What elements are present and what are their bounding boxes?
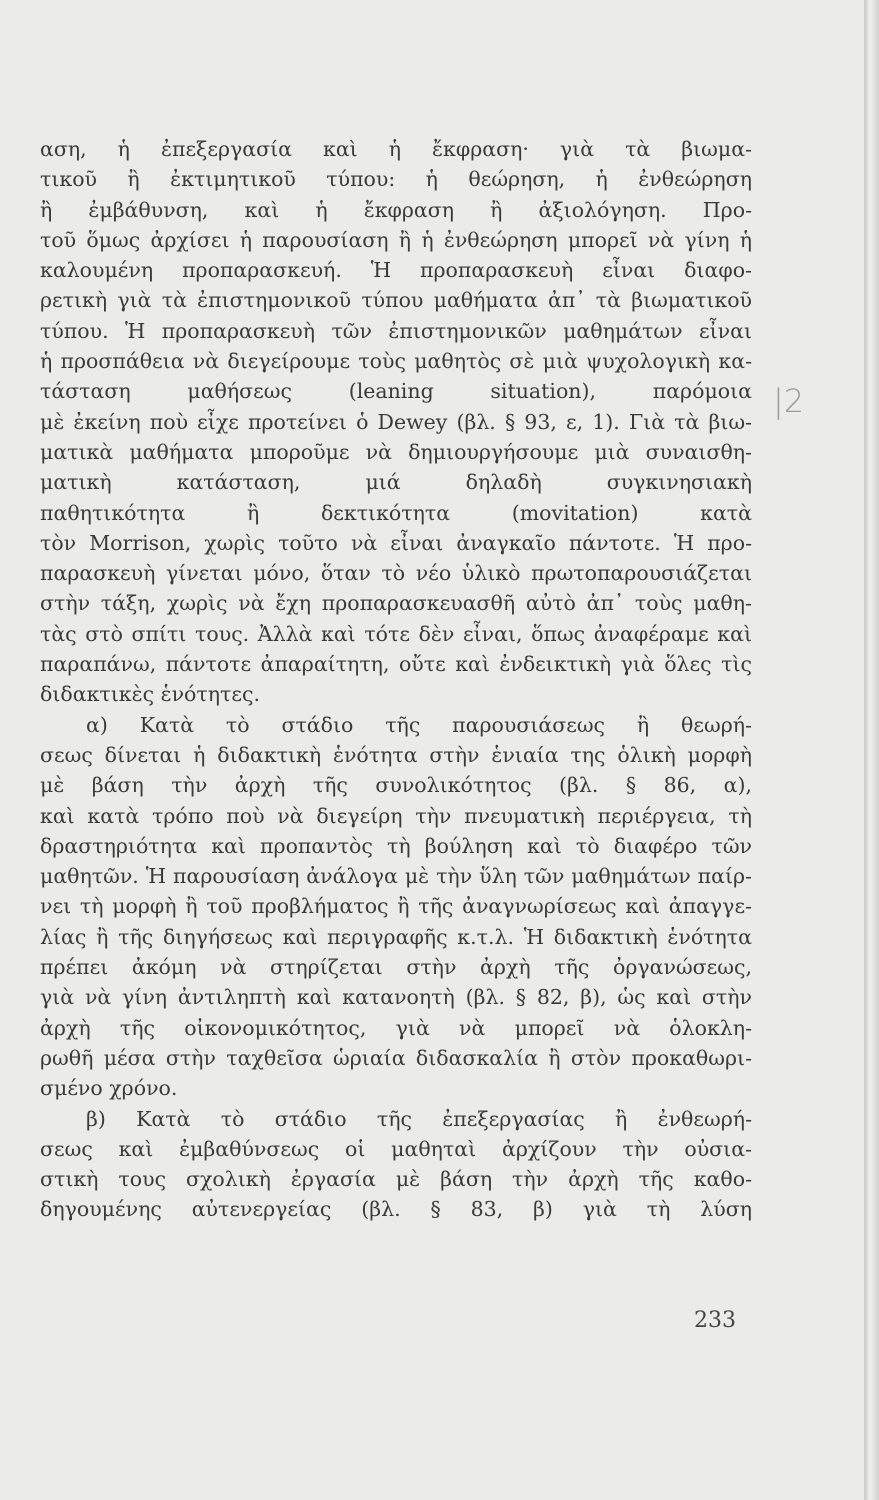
text-line: τύπου. Ἡ προπαρασκευὴ τῶν ἐπιστημονικῶν μαθημάτων εἶναι	[40, 318, 752, 343]
text-line: τὸν Morrison, χωρὶς τοῦτο νὰ εἶναι ἀναγκαῖο πάντοτε. Ἡ προ-	[40, 530, 752, 555]
text-line: ρετικὴ γιὰ τὰ ἐπιστημονικοῦ τύπου μαθήματα ἀπ᾽ τὰ βιωματικοῦ	[40, 288, 752, 313]
text-line: καλουμένη προπαρασκευή. Ἡ προπαρασκευὴ εἶναι διαφο-	[40, 258, 752, 283]
text-line: διδακτικὲς ἑνότητες.	[40, 682, 260, 707]
text-line: παραπάνω, πάντοτε ἀπαραίτητη, οὔτε καὶ ἐνδεικτικὴ γιὰ ὅλες τὶς	[40, 652, 752, 677]
paragraph-start-line: α) Κατὰ τὸ στάδιο τῆς παρουσιάσεως ἢ θεωρή-	[86, 712, 752, 737]
text-line: τὰς στὸ σπίτι τους. Ἀλλὰ καὶ τότε δὲν εἶναι, ὅπως ἀναφέραμε καὶ	[40, 621, 752, 646]
text-line: σεως καὶ ἐμβαθύνσεως οἱ μαθηταὶ ἀρχίζουν τὴν οὐσια-	[40, 1136, 752, 1161]
text-line: παθητικότητα ἢ δεκτικότητα (movitation) κατὰ	[40, 500, 752, 525]
text-line: ρωθῆ μέσα στὴν ταχθεῖσα ὡριαία διδασκαλία ἢ στὸν προκαθωρι-	[40, 1045, 752, 1070]
text-line: σεως δίνεται ἡ διδακτικὴ ἑνότητα στὴν ἑνιαία της ὁλικὴ μορφὴ	[40, 742, 752, 767]
text-line: πρέπει ἀκόμη νὰ στηρίζεται στὴν ἀρχὴ τῆς ὀργανώσεως,	[40, 955, 752, 980]
page-number: 233	[694, 1308, 736, 1333]
text-line: νει τὴ μορφὴ ἢ τοῦ προβλήματος ἢ τῆς ἀναγνωρίσεως καὶ ἀπαγγε-	[40, 894, 752, 919]
text-line: τοῦ ὅμως ἀρχίσει ἡ παρουσίαση ἢ ἡ ἐνθεώρηση μπορεῖ νὰ γίνη ἡ	[40, 227, 752, 252]
text-line: μαθητῶν. Ἡ παρουσίαση ἀνάλογα μὲ τὴν ὕλη τῶν μαθημάτων παίρ-	[40, 864, 752, 889]
text-line: δηγουμένης αὐτενεργείας (βλ. § 83, β) γιὰ τὴ λύση	[40, 1197, 752, 1222]
text-line: λίας ἢ τῆς διηγήσεως καὶ περιγραφῆς κ.τ.λ. Ἡ διδακτικὴ ἑνότητα	[40, 924, 752, 949]
text-line: στικὴ τους σχολικὴ ἐργασία μὲ βάση τὴν ἀρχὴ τῆς καθο-	[40, 1167, 752, 1192]
text-line: τικοῦ ἢ ἐκτιμητικοῦ τύπου: ἡ θεώρηση, ἡ ἐνθεώρηση	[40, 167, 752, 192]
text-line: ἡ προσπάθεια νὰ διεγείρουμε τοὺς μαθητὸς σὲ μιὰ ψυχολογικὴ κα-	[40, 349, 752, 374]
text-line: στὴν τάξη, χωρὶς νὰ ἔχη προπαρασκευασθῆ αὐτὸ ἀπ᾽ τοὺς μαθη-	[40, 591, 752, 616]
text-line: παρασκευὴ γίνεται μόνο, ὅταν τὸ νέο ὑλικὸ πρωτοπαρουσιάζεται	[40, 561, 752, 586]
text-line: αση, ἡ ἐπεξεργασία καὶ ἡ ἔκφραση· γιὰ τὰ βιωμα-	[40, 137, 752, 161]
text-line: μὲ βάση τὴν ἀρχὴ τῆς συνολικότητος (βλ. § 86, α),	[40, 773, 752, 798]
text-line: ἀρχὴ τῆς οἰκονομικότητος, γιὰ νὰ μπορεῖ νὰ ὁλοκλη-	[40, 1015, 752, 1040]
text-line: ματικὴ κατάσταση, μιά δηλαδὴ συγκινησιακὴ	[40, 470, 752, 495]
text-line: μὲ ἐκείνη ποὺ εἶχε προτείνει ὁ Dewey (βλ. § 93, ε, 1). Γιὰ τὰ βιω-	[40, 409, 752, 434]
text-line: καὶ κατὰ τρόπο ποὺ νὰ διεγείρη τὴν πνευματικὴ περιέργεια, τὴ	[40, 803, 752, 828]
text-line: σμένο χρόνο.	[40, 1076, 178, 1101]
text-line: δραστηριότητα καὶ προπαντὸς τὴ βούληση καὶ τὸ διαφέρο τῶν	[40, 833, 752, 858]
page-edge	[864, 0, 879, 1500]
handwritten-margin-note: |2	[773, 382, 805, 420]
text-line: γιὰ νὰ γίνη ἀντιληπτὴ καὶ κατανοητὴ (βλ. § 82, β), ὡς καὶ στὴν	[40, 985, 752, 1010]
text-line: ἢ ἐμβάθυνση, καὶ ἡ ἔκφραση ἢ ἀξιολόγηση. Προ-	[40, 197, 752, 222]
text-line: ματικὰ μαθήματα μποροῦμε νὰ δημιουργήσουμε μιὰ συναισθη-	[40, 439, 752, 464]
paragraph-start-line: β) Κατὰ τὸ στάδιο τῆς ἐπεξεργασίας ἢ ἐνθεωρή-	[86, 1106, 752, 1131]
body-text	[40, 134, 752, 1225]
text-line: τάσταση μαθήσεως (leaning situation), παρόμοια	[40, 379, 752, 404]
